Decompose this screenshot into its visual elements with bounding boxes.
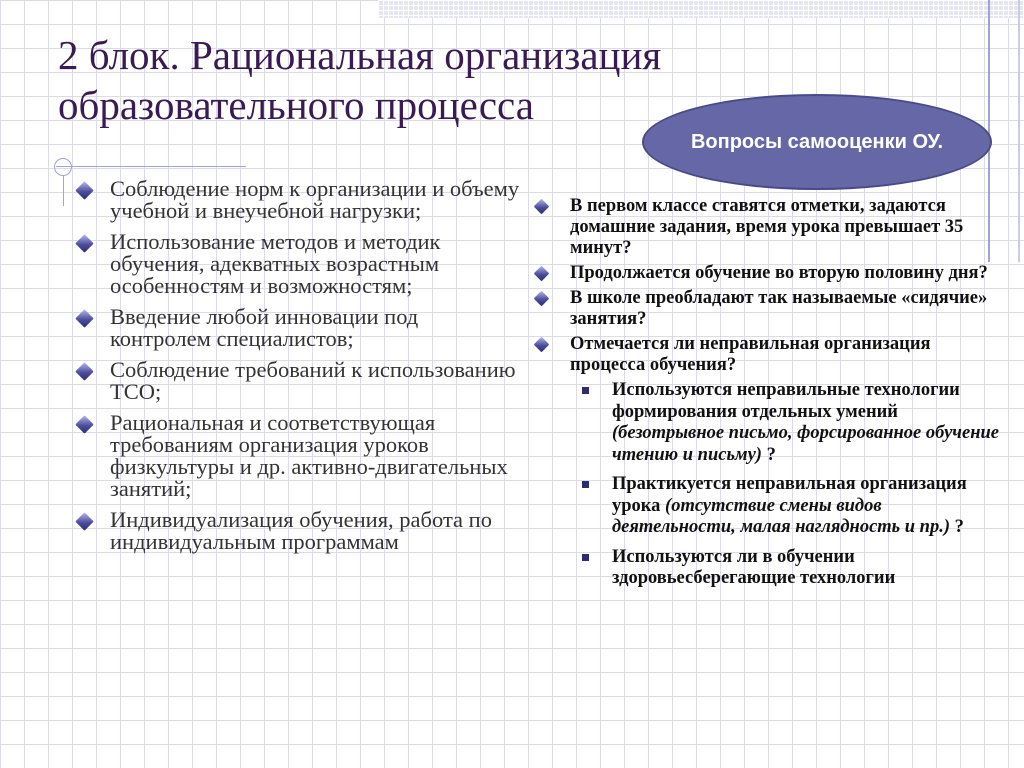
list-item-text: Соблюдение требований к использованию ТСО; <box>110 357 516 404</box>
question-item <box>534 334 1004 376</box>
sub-question-list <box>578 380 1004 590</box>
square-bullet-icon <box>582 387 589 394</box>
decorative-grid-bar <box>378 0 1024 18</box>
sub-question-item <box>578 380 1004 466</box>
question-item <box>534 196 1004 259</box>
slide-title-line-1: 2 блок. Рациональная организация <box>58 32 662 78</box>
square-bullet-icon <box>582 554 589 561</box>
decorative-vertical-line-2 <box>1018 0 1020 262</box>
question-text: Продолжается обучение во вторую половину дня? <box>570 263 988 283</box>
list-item-text: Использование методов и методик обучения, адекватных возрастным особенностям и возможностям; <box>110 229 441 298</box>
list-item <box>74 306 520 350</box>
question-text: В первом классе ставятся отметки, задаются домашние задания, время урока превышает 35 минут? <box>570 196 964 258</box>
left-bullet-list <box>74 178 520 562</box>
sub-question-tail: ? <box>761 444 776 465</box>
decorative-horizontal-line <box>56 166 246 167</box>
sub-question-text: Используются ли в обучении здоровьесберегающие технологии <box>612 546 896 588</box>
question-text: В школе преобладают так называемые «сидячие» занятия? <box>570 288 988 329</box>
square-bullet-icon <box>582 481 589 488</box>
diamond-bullet-icon <box>534 291 550 307</box>
self-assessment-badge-text: Вопросы самооценки ОУ. <box>690 130 944 153</box>
list-item <box>74 412 520 500</box>
list-item-text: Соблюдение норм к организации и объему учебной и внеучебной нагрузки; <box>110 176 520 223</box>
diamond-bullet-icon <box>75 512 93 530</box>
right-question-list <box>534 196 1004 598</box>
diamond-bullet-icon <box>75 309 93 327</box>
diamond-bullet-icon <box>534 337 550 353</box>
decorative-circle <box>54 158 72 176</box>
question-item <box>534 288 1004 330</box>
diamond-bullet-icon <box>75 181 93 199</box>
decorative-left-line <box>63 176 64 206</box>
sub-question-italic: (безотрывное письмо, форсированное обучение чтению и письму) <box>612 423 1000 465</box>
sub-question-tail: ? <box>950 517 964 537</box>
self-assessment-badge <box>642 94 992 190</box>
list-item <box>74 509 520 553</box>
sub-question-italic: (отсутствие смены видов деятельности, малая наглядность и пр.) <box>612 495 950 537</box>
sub-question-text: Используются неправильные технологии формирования отдельных умений <box>612 380 960 422</box>
list-item <box>74 231 520 297</box>
question-text: Отмечается ли неправильная организация процесса обучения? <box>570 334 931 375</box>
list-item-text: Введение любой инновации под контролем специалистов; <box>110 304 419 351</box>
diamond-bullet-icon <box>534 266 550 282</box>
diamond-bullet-icon <box>75 362 93 380</box>
list-item <box>74 178 520 222</box>
diamond-bullet-icon <box>75 415 93 433</box>
list-item <box>74 359 520 403</box>
diamond-bullet-icon <box>534 199 550 215</box>
list-item-text: Индивидуализация обучения, работа по индивидуальным программам <box>110 507 492 554</box>
list-item-text: Рациональная и соответствующая требованиям организация уроков физкультуры и др. активно-двигательных занятий; <box>110 410 508 501</box>
diamond-bullet-icon <box>75 234 93 252</box>
question-item <box>534 263 1004 284</box>
sub-question-item <box>578 474 1004 539</box>
sub-question-item <box>578 547 1004 590</box>
slide-title-line-2: образовательного процесса <box>58 82 534 128</box>
sub-question-text: Практикуется неправильная организация урока <box>612 474 967 516</box>
